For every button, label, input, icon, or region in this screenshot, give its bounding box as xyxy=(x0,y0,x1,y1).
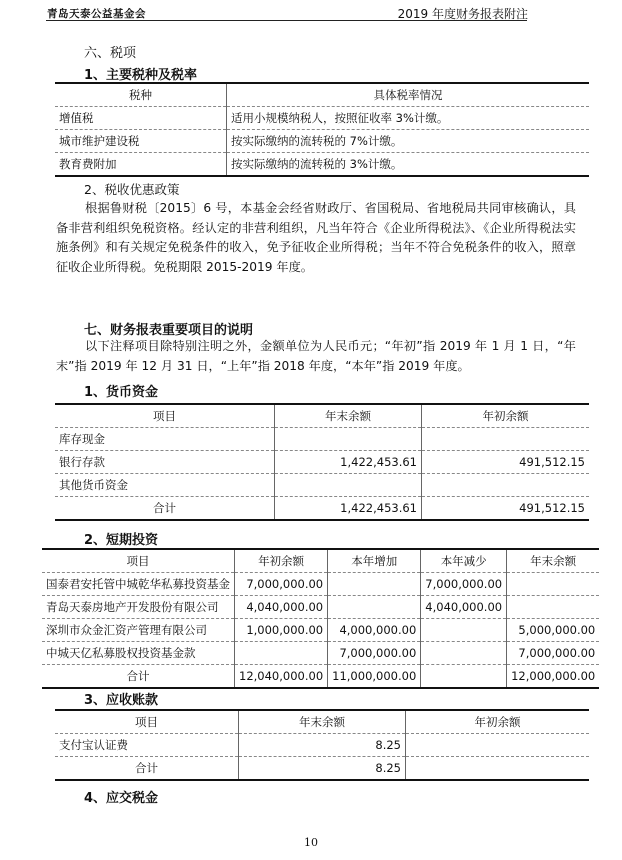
receivable-title: 3、应收账款 xyxy=(84,693,159,708)
year-begin-balance: 1,000,000.00 xyxy=(235,619,328,642)
tax-rates-table xyxy=(55,82,589,177)
total-year-begin: 12,040,000.00 xyxy=(235,665,328,689)
year-decrease xyxy=(421,642,507,665)
table-header-row xyxy=(55,404,589,428)
table-total-row xyxy=(42,665,599,689)
year-end-balance xyxy=(275,474,422,497)
section6-title: 六、税项 xyxy=(84,46,137,61)
tax-payable-title: 4、应交税金 xyxy=(84,791,159,806)
total-label: 合计 xyxy=(55,757,239,781)
table-row xyxy=(55,734,589,757)
table-row xyxy=(55,130,589,153)
column-header: 本年增加 xyxy=(328,549,421,573)
year-decrease: 4,040,000.00 xyxy=(421,596,507,619)
total-label: 合计 xyxy=(55,497,275,521)
column-header: 项目 xyxy=(55,404,275,428)
column-header: 税种 xyxy=(55,83,227,107)
column-header: 具体税率情况 xyxy=(227,83,590,107)
column-header: 年初余额 xyxy=(422,404,590,428)
short-invest-title: 2、短期投资 xyxy=(84,533,159,548)
table-row xyxy=(42,596,599,619)
item-name: 银行存款 xyxy=(55,451,275,474)
cash-table xyxy=(55,403,589,521)
table-header-row xyxy=(55,83,589,107)
total-increase: 11,000,000.00 xyxy=(328,665,421,689)
table-row xyxy=(55,153,589,177)
item-name: 青岛天泰房地产开发股份有限公司 xyxy=(42,596,235,619)
total-year-end: 8.25 xyxy=(239,757,406,781)
tax-rate-desc: 适用小规模纳税人，按照征收率 3%计缴。 xyxy=(227,107,590,130)
item-name: 其他货币资金 xyxy=(55,474,275,497)
year-end-balance xyxy=(507,596,600,619)
cash-title: 1、货币资金 xyxy=(84,385,159,400)
table-row xyxy=(55,451,589,474)
column-header: 项目 xyxy=(42,549,235,573)
year-end-balance xyxy=(275,428,422,451)
year-end-balance: 8.25 xyxy=(239,734,406,757)
tax-name: 增值税 xyxy=(55,107,227,130)
column-header: 年末余额 xyxy=(239,710,406,734)
year-increase xyxy=(328,573,421,596)
header-doc-title: 2019 年度财务报表附注 xyxy=(397,7,528,21)
tax-name: 城市维护建设税 xyxy=(55,130,227,153)
tax-rate-desc: 按实际缴纳的流转税的 3%计缴。 xyxy=(227,153,590,177)
year-begin-balance: 4,040,000.00 xyxy=(235,596,328,619)
header-org-name: 青岛天泰公益基金会 xyxy=(47,8,146,20)
item-name: 库存现金 xyxy=(55,428,275,451)
section7-intro: 以下注释项目除特别注明之外，金额单位为人民币元；“年初”指 2019 年 1 月 1 日，“年末”指 2019 年 12 月 31 日，“上年”指 2018 年度，“本年”指 2019 年度。 xyxy=(56,339,576,373)
column-header: 本年减少 xyxy=(421,549,507,573)
total-year-begin xyxy=(406,757,590,781)
year-begin-balance xyxy=(422,474,590,497)
tax-incentive-paragraph: 根据鲁财税〔2015〕6 号，本基金会经省财政厅、省国税局、省地税局共同审核确认，具备非营利组织免税资格。经认定的非营利组织，凡当年符合《企业所得税法》、《企业所得税法实施条例》和有关规定免税条件的收入，免予征收企业所得税；当年不符合免税条件的收入，照章征收企业所得税。免税期限 2015-2019 年度。 xyxy=(56,201,576,274)
year-begin-balance: 7,000,000.00 xyxy=(235,573,328,596)
year-decrease xyxy=(421,619,507,642)
table-row xyxy=(42,619,599,642)
year-end-balance: 1,422,453.61 xyxy=(275,451,422,474)
year-begin-balance xyxy=(422,428,590,451)
year-end-balance xyxy=(507,573,600,596)
item-name: 支付宝认证费 xyxy=(55,734,239,757)
total-year-begin: 491,512.15 xyxy=(422,497,590,521)
section7-title: 七、财务报表重要项目的说明 xyxy=(84,323,254,338)
column-header: 年末余额 xyxy=(275,404,422,428)
total-year-end: 12,000,000.00 xyxy=(507,665,600,689)
year-increase: 4,000,000.00 xyxy=(328,619,421,642)
total-decrease xyxy=(421,665,507,689)
table-row xyxy=(55,474,589,497)
year-end-balance: 7,000,000.00 xyxy=(507,642,600,665)
item-name: 深圳市众金汇资产管理有限公司 xyxy=(42,619,235,642)
total-year-end: 1,422,453.61 xyxy=(275,497,422,521)
page-number: 10 xyxy=(304,836,318,849)
year-begin-balance xyxy=(406,734,590,757)
table-row xyxy=(42,642,599,665)
table-header-row xyxy=(55,710,589,734)
table-row xyxy=(42,573,599,596)
column-header: 年末余额 xyxy=(507,549,600,573)
short-invest-table xyxy=(42,548,599,689)
table-total-row xyxy=(55,497,589,521)
column-header: 项目 xyxy=(55,710,239,734)
item-name: 中城天亿私募股权投资基金款 xyxy=(42,642,235,665)
year-increase: 7,000,000.00 xyxy=(328,642,421,665)
table-total-row xyxy=(55,757,589,781)
tax-rates-title: 1、主要税种及税率 xyxy=(84,68,198,83)
year-begin-balance: 491,512.15 xyxy=(422,451,590,474)
year-decrease: 7,000,000.00 xyxy=(421,573,507,596)
table-row xyxy=(55,428,589,451)
table-row xyxy=(55,107,589,130)
table-header-row xyxy=(42,549,599,573)
total-label: 合计 xyxy=(42,665,235,689)
receivable-table xyxy=(55,709,589,781)
year-increase xyxy=(328,596,421,619)
tax-rate-desc: 按实际缴纳的流转税的 7%计缴。 xyxy=(227,130,590,153)
item-name: 国泰君安托管中城乾华私募投资基金 xyxy=(42,573,235,596)
year-end-balance: 5,000,000.00 xyxy=(507,619,600,642)
column-header: 年初余额 xyxy=(235,549,328,573)
tax-name: 教育费附加 xyxy=(55,153,227,177)
year-begin-balance xyxy=(235,642,328,665)
header-rule xyxy=(46,20,527,21)
column-header: 年初余额 xyxy=(406,710,590,734)
tax-incentive-title: 2、税收优惠政策 xyxy=(84,182,180,197)
